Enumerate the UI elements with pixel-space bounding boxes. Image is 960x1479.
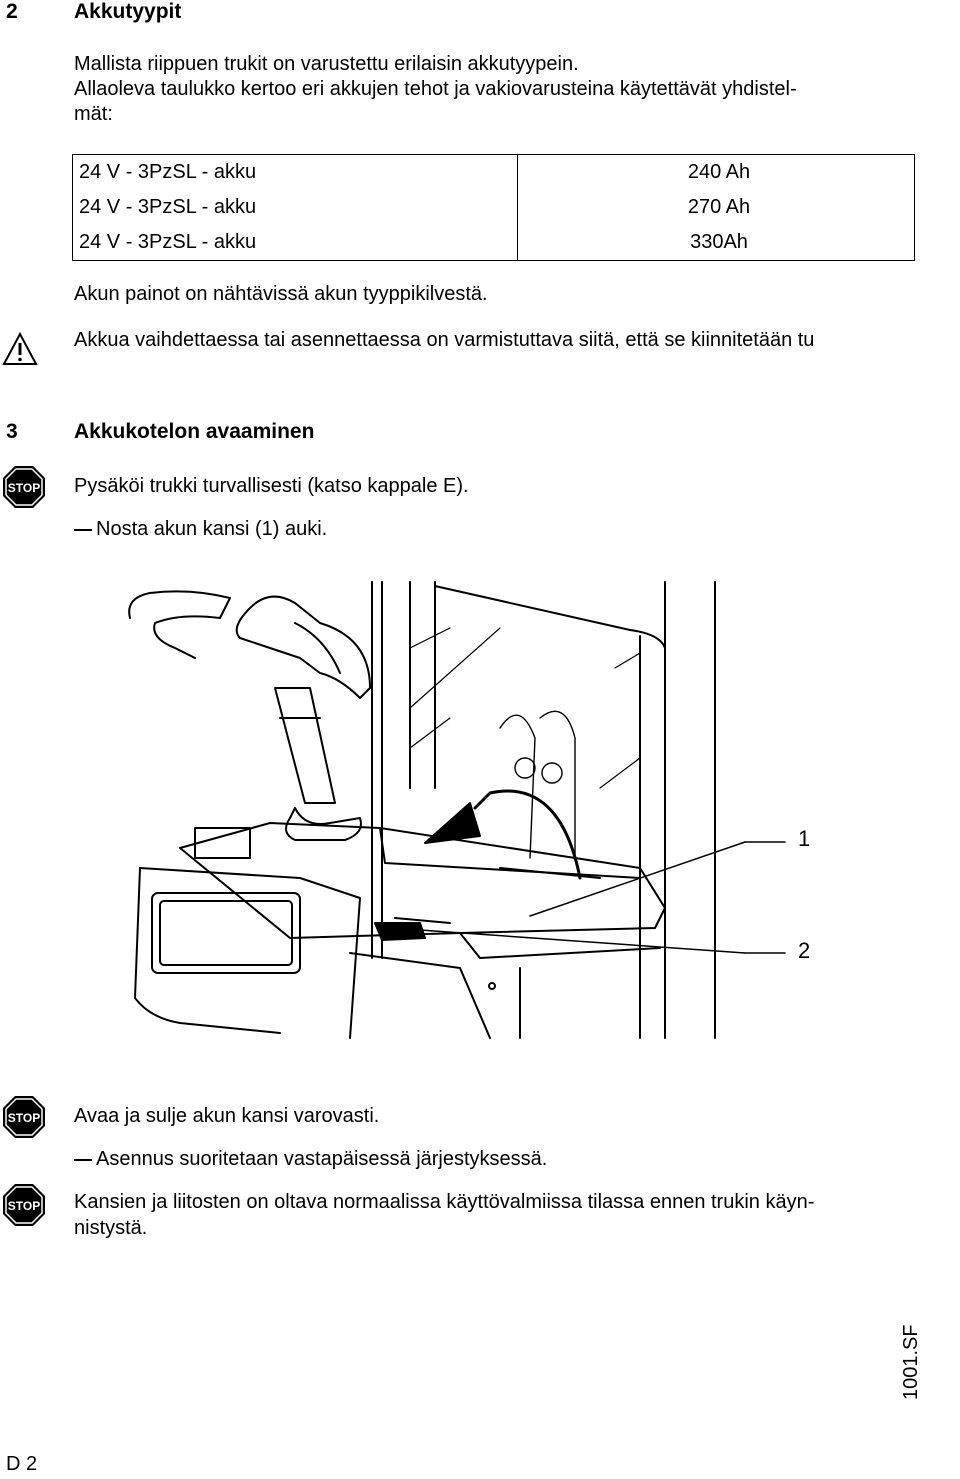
- stop-instruction-3-line-2: nistystä.: [74, 1217, 148, 1239]
- step-1-text: Nosta akun kansi (1) auki.: [96, 518, 328, 540]
- stop-instruction-1: Pysäköi trukki turvallisesti (katso kappale E).: [74, 475, 469, 497]
- section-number: 3: [6, 420, 18, 443]
- battery-table: [72, 154, 915, 261]
- stop-sign-icon: [2, 465, 46, 509]
- callout-label-2: 2: [798, 938, 811, 963]
- battery-capacity: 330Ah: [518, 225, 915, 261]
- section-number: 2: [6, 0, 18, 23]
- step-1: [74, 515, 327, 544]
- battery-type: 24 V - 3PzSL - akku: [79, 196, 257, 218]
- intro-line-3: mät:: [74, 103, 113, 125]
- warning-text: Akkua vaihdettaessa tai asennettaessa on varmistuttava siitä, että se kiinnitetään tu: [74, 329, 815, 351]
- stop-sign-icon: [2, 1183, 46, 1227]
- stop-sign-label: STOP: [7, 481, 41, 495]
- table-row: [73, 225, 915, 261]
- intro-line-1: Mallista riippuen trukit on varustettu erilaisin akkutyypein.: [74, 53, 579, 75]
- table-row: [73, 190, 915, 225]
- page-number: D 2: [6, 1453, 38, 1475]
- stop-instruction-3-line-1: Kansien ja liitosten on oltava normaalissa käyttövalmiissa tilassa ennen trukin käyn-: [74, 1191, 815, 1213]
- battery-type: 24 V - 3PzSL - akku: [79, 161, 257, 183]
- stop-sign-label: STOP: [7, 1199, 41, 1213]
- callout-label-1: 1: [798, 826, 811, 851]
- weights-note: Akun painot on nähtävissä akun tyyppikilvestä.: [74, 283, 488, 305]
- section-title: Akkutyypit: [74, 0, 182, 23]
- step-2: [74, 1145, 547, 1174]
- section-title: Akkukotelon avaaminen: [74, 420, 315, 443]
- truck-battery-lid-figure: [120, 578, 840, 1040]
- warning-triangle-icon: [2, 332, 38, 366]
- document-code: 1001.SF: [900, 1324, 922, 1400]
- dash-bullet: [74, 1159, 92, 1161]
- stop-instruction-2: Avaa ja sulje akun kansi varovasti.: [74, 1105, 380, 1127]
- stop-sign-icon: [2, 1095, 46, 1139]
- battery-capacity: 270 Ah: [518, 190, 915, 225]
- battery-type: 24 V - 3PzSL - akku: [79, 231, 257, 253]
- stop-sign-label: STOP: [7, 1111, 41, 1125]
- step-2-text: Asennus suoritetaan vastapäisessä järjestyksessä.: [96, 1148, 548, 1170]
- table-row: [73, 155, 915, 191]
- intro-line-2: Allaoleva taulukko kertoo eri akkujen tehot ja vakiovarusteina käytettävät yhdistel-: [74, 78, 797, 100]
- dash-bullet: [74, 529, 92, 531]
- battery-capacity: 240 Ah: [518, 155, 915, 191]
